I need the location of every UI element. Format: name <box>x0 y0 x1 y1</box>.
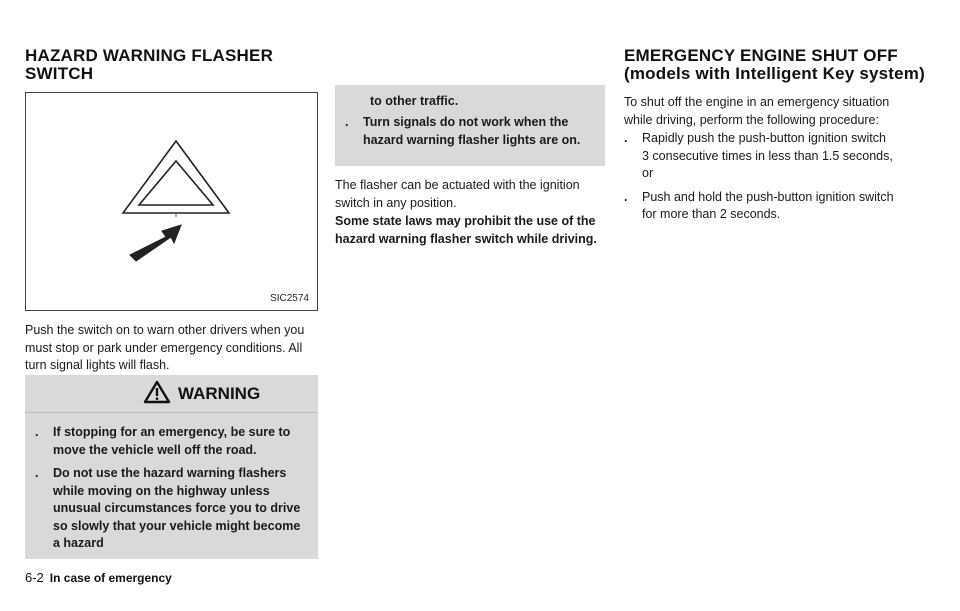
hazard-triangle-icon <box>26 93 319 312</box>
warning-header <box>25 375 318 413</box>
flasher-actuation-text: The flasher can be actuated with the ignition switch in any position. <box>335 178 580 210</box>
warning-item: . If stopping for an emergency, be sure to move the vehicle well off the road. <box>35 425 291 457</box>
warning-list-continued <box>335 114 600 155</box>
warning-item: . Do not use the hazard warning flashers while moving on the highway unless unusual circumstances force you to drive so slowly that your vehicle might become a hazard <box>35 466 301 550</box>
procedure-item: . Rapidly push the push-button ignition switch 3 consecutive times in less than 1.5 seconds, or <box>624 131 893 180</box>
warning-item: . Turn signals do not work when the hazard warning flasher lights are on. <box>345 115 581 147</box>
section-heading-emergency-shutoff: EMERGENCY ENGINE SHUT OFF (models with Intelligent Key system) <box>624 46 925 83</box>
hazard-switch-figure <box>25 92 318 311</box>
page-footer <box>25 570 172 585</box>
figure-id: SIC2574 <box>270 293 309 304</box>
shutoff-procedure-list <box>614 130 894 230</box>
section-name: In case of emergency <box>49 571 172 585</box>
procedure-item: . Push and hold the push-button ignition switch for more than 2 seconds. <box>624 189 894 221</box>
section-heading-hazard: HAZARD WARNING FLASHER SWITCH <box>25 46 274 83</box>
arrow-icon <box>130 225 181 261</box>
warning-triangle-icon <box>143 380 171 404</box>
page-number: 6-2 <box>25 570 44 585</box>
hazard-intro-text: Push the switch on to warn other drivers when you must stop or park under emergency conditions. All turn signal lights will flash. <box>25 323 305 372</box>
warning-list <box>25 424 308 559</box>
warning-continued-text: to other traffic. <box>370 94 459 108</box>
state-law-note: Some state laws may prohibit the use of the hazard warning flasher switch while driving. <box>335 214 597 246</box>
shutoff-intro-text: To shut off the engine in an emergency situation while driving, perform the following procedure: <box>624 95 890 127</box>
warning-title: WARNING <box>178 384 261 403</box>
